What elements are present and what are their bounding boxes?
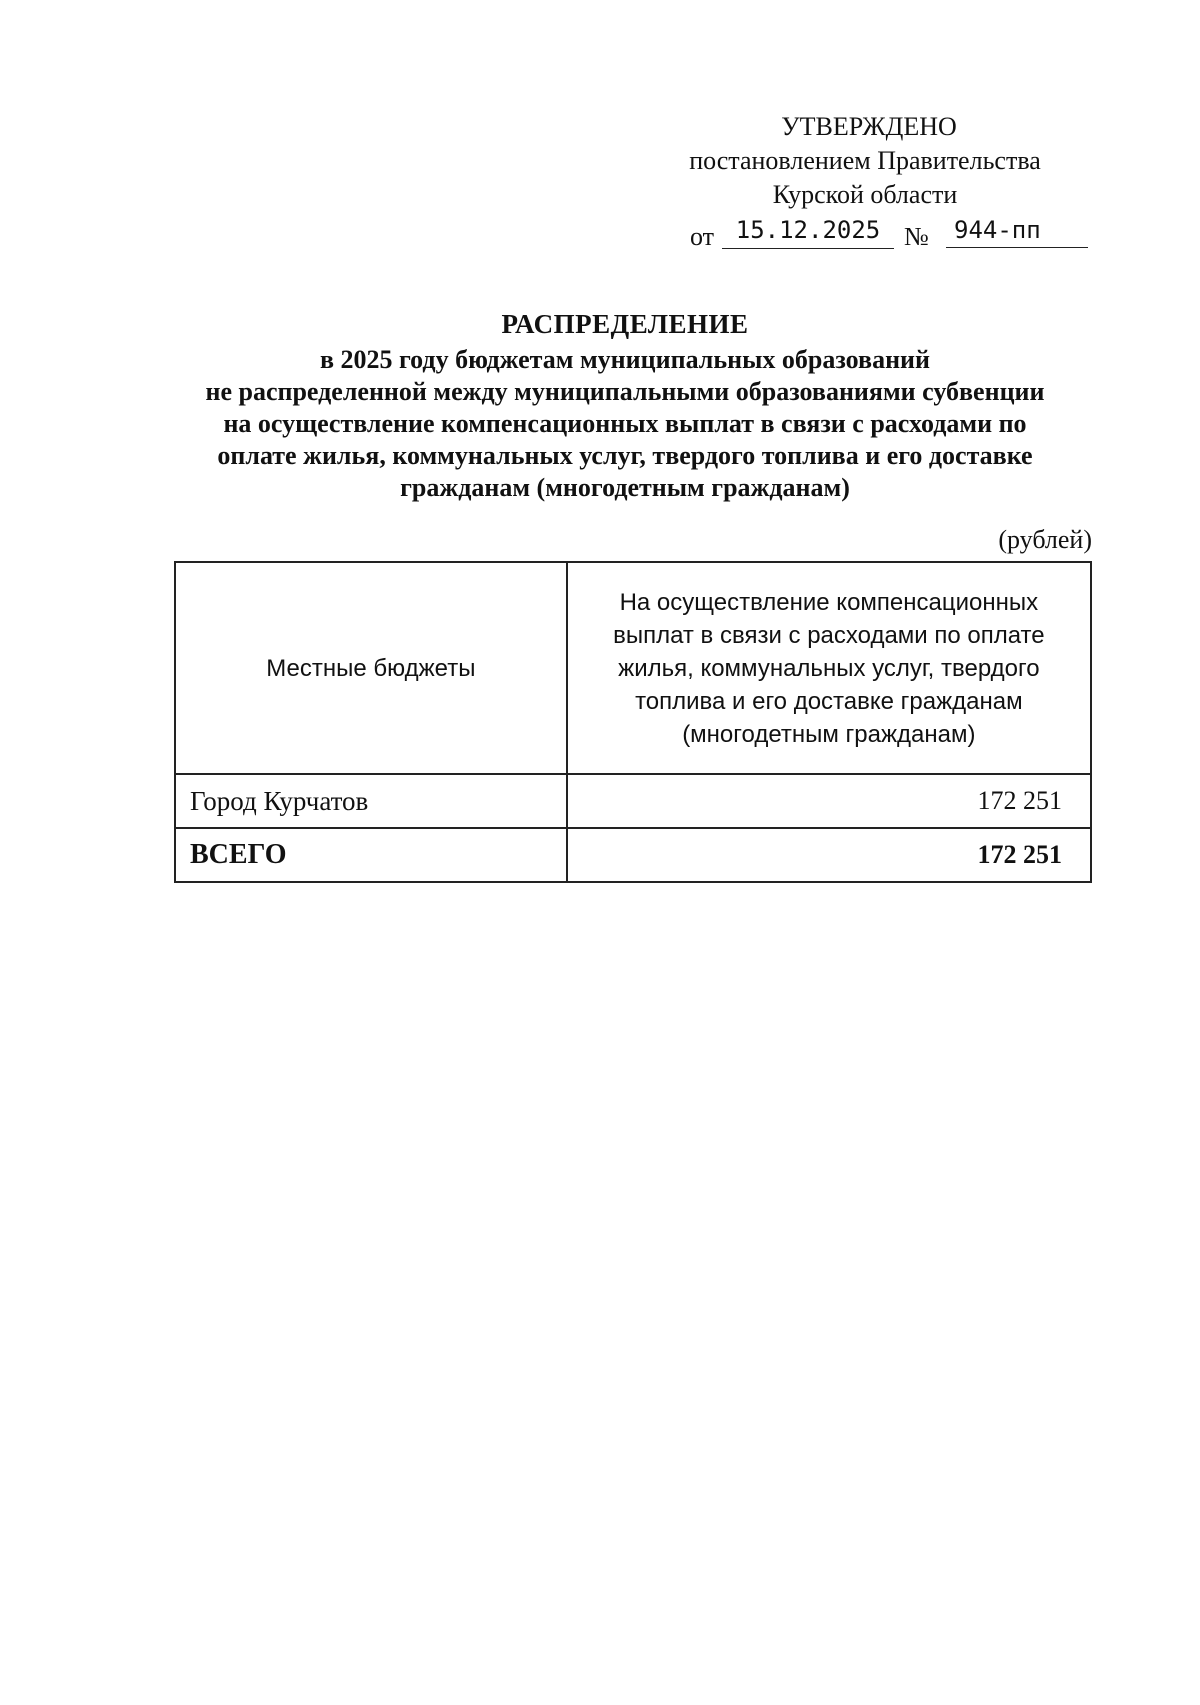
approval-date-number (630, 214, 1100, 254)
table-row (175, 774, 1091, 828)
heading-line: не распределенной между муниципальными образованиями субвенции (205, 377, 1045, 406)
approval-date: 15.12.2025 (722, 214, 894, 249)
document-heading (160, 308, 1090, 504)
header-compensation-line: топлива и его доставке гражданам (635, 687, 1023, 715)
heading-title: РАСПРЕДЕЛЕНИЕ (501, 309, 749, 339)
number-prefix: № (904, 222, 929, 251)
date-prefix: от (690, 222, 715, 251)
table-total-row (175, 828, 1091, 882)
heading-line: гражданам (многодетным гражданам) (400, 473, 850, 502)
table-header-row (175, 562, 1091, 774)
approval-block (630, 110, 1100, 254)
total-amount: 172 251 (567, 828, 1091, 882)
row-municipality: Город Курчатов (175, 774, 567, 828)
approval-line-2: Курской области (772, 180, 958, 209)
heading-line: оплате жилья, коммунальных услуг, твердого топлива и его доставке (217, 441, 1033, 470)
row-amount: 172 251 (567, 774, 1091, 828)
header-compensation-line: (многодетным гражданам) (682, 720, 976, 748)
heading-line: в 2025 году бюджетам муниципальных образований (319, 345, 931, 374)
heading-line: на осуществление компенсационных выплат в связи с расходами по (223, 409, 1027, 438)
header-compensation-line: жилья, коммунальных услуг, твердого (618, 654, 1040, 682)
units-label: (рублей) (998, 525, 1092, 554)
approval-number: 944-пп (946, 214, 1088, 248)
header-compensation-line: На осуществление компенсационных (619, 588, 1039, 616)
distribution-table (174, 561, 1092, 883)
approval-line-1: постановлением Правительства (689, 146, 1041, 175)
approval-title: УТВЕРЖДЕНО (781, 112, 957, 141)
header-local-budgets: Местные бюджеты (175, 562, 567, 774)
total-label: ВСЕГО (175, 828, 567, 882)
header-compensation (567, 562, 1091, 774)
header-compensation-line: выплат в связи с расходами по оплате (613, 621, 1045, 649)
